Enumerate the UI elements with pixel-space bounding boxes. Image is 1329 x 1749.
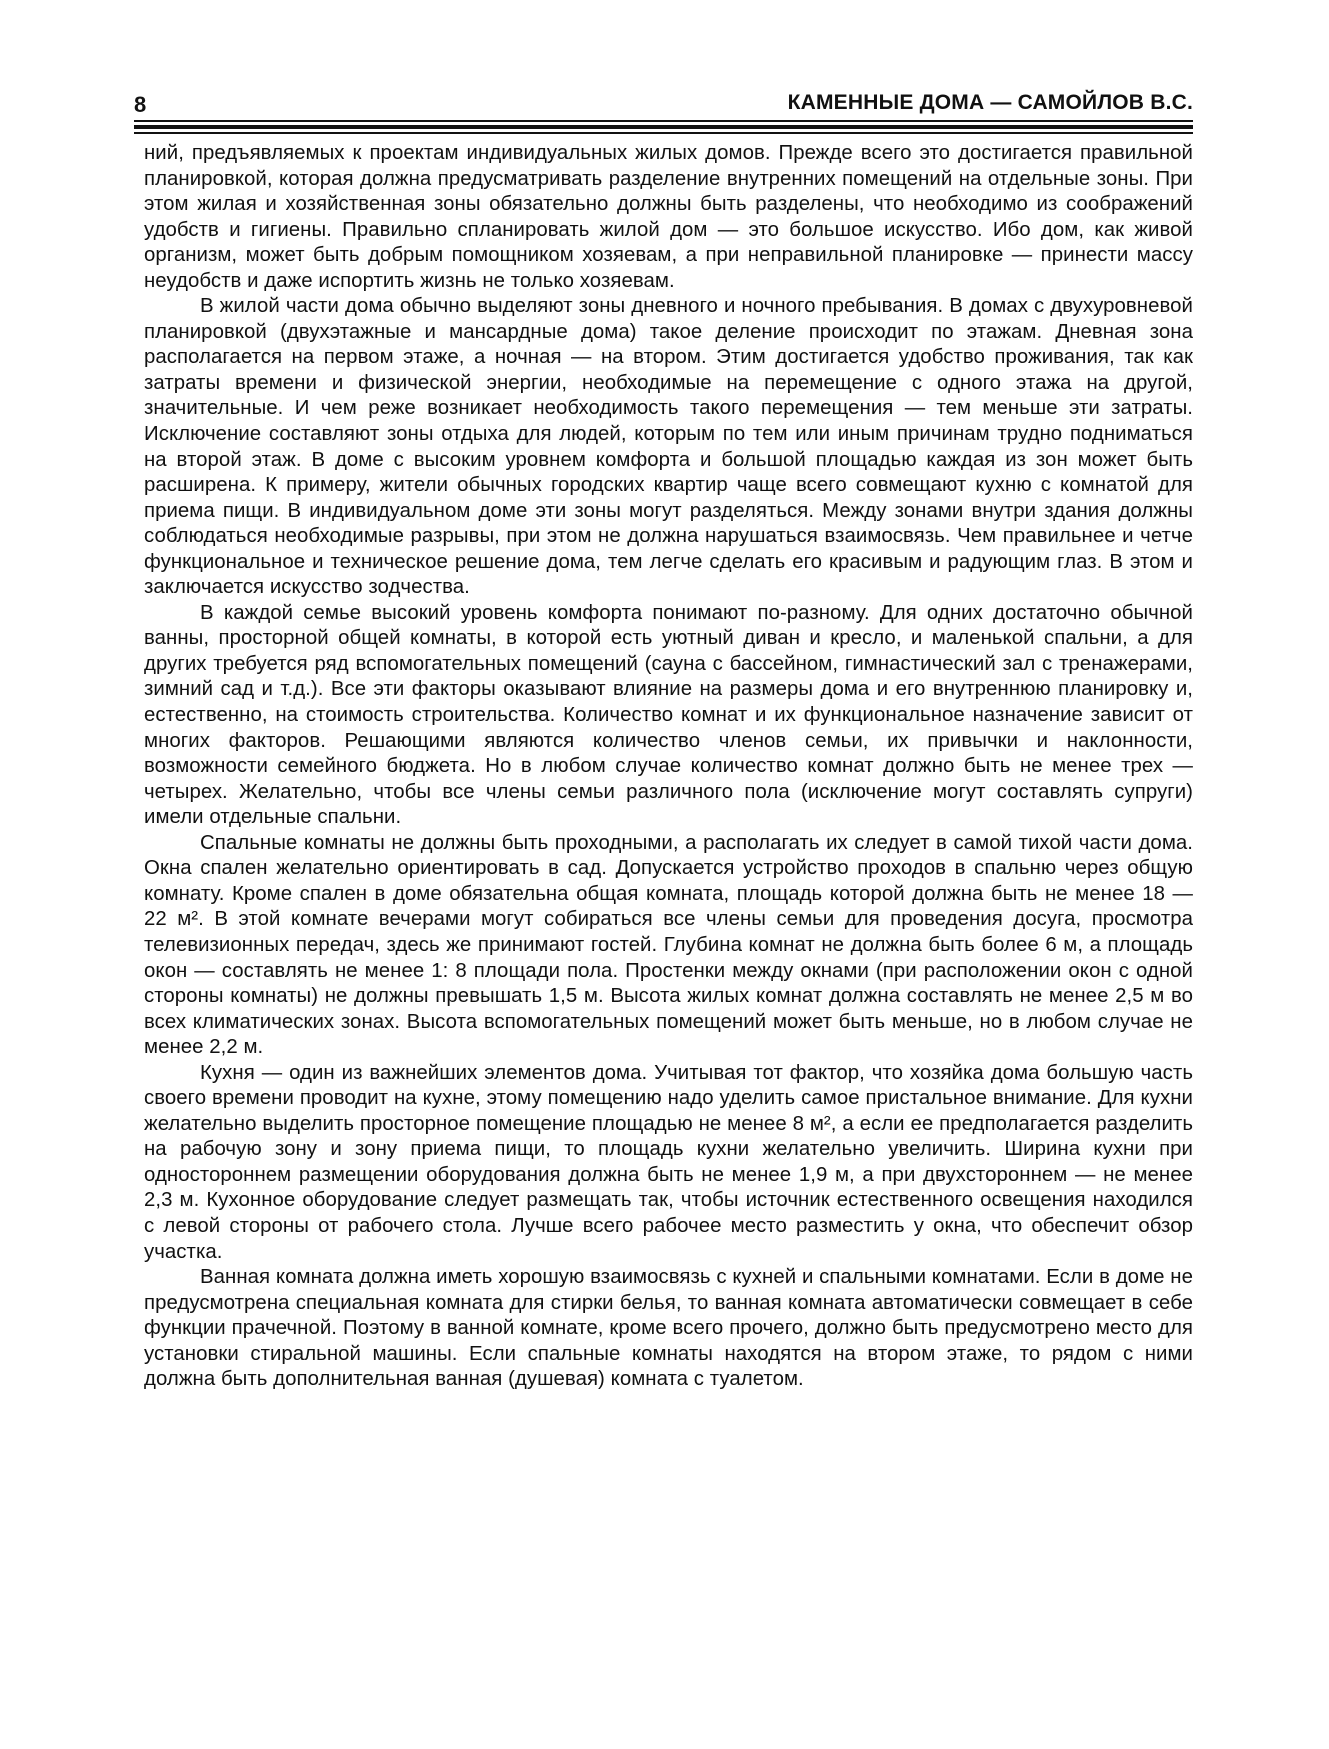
header-rule (134, 120, 1193, 134)
page-number: 8 (134, 92, 147, 117)
running-title: КАМЕННЫЕ ДОМА — САМОЙЛОВ В.С. (787, 91, 1193, 114)
paragraph-bedrooms: Спальные комнаты не должны быть проходными, а располагать их следует в самой тихой части дома. Окна спален желательно ориентировать в сад. Допускается устройство проходов в спальню через общую комнату. Кроме спален в доме обязательна общая комната, площадь которой должна быть не менее 18 — 22 м². В этой комнате вечерами могут собираться все члены семьи для проведения досуга, просмотра телевизионных передач, здесь же принимают гостей. Глубина комнат не должна быть более 6 м, а площадь окон — составлять не менее 1: 8 площади пола. Простенки между окнами (при расположении окон с одной стороны комнаты) не должны превышать 1,5 м. Высота жилых комнат должна составлять не менее 2,5 м во всех климатических зонах. Высота вспомогательных помещений может быть меньше, но в любом случае не менее 2,2 м. (144, 831, 1193, 1059)
paragraph-kitchen: Кухня — один из важнейших элементов дома. Учитывая тот фактор, что хозяйка дома большую часть своего времени проводит на кухне, этому помещению надо уделить самое пристальное внимание. Для кухни желательно выделить просторное помещение площадью не менее 8 м², а если ее предполагается разделить на рабочую зону и зону приема пищи, то площадь кухни желательно увеличить. Ширина кухни при одностороннем размещении оборудования должна быть не менее 1,9 м, а при двухстороннем — не менее 2,3 м. Кухонное оборудование следует размещать так, чтобы источник естественного освещения находился с левой стороны от рабочего стола. Лучше всего рабочее место разместить у окна, что обеспечит обзор участка. (144, 1061, 1193, 1263)
paragraph-bathroom: Ванная комната должна иметь хорошую взаимосвязь с кухней и спальными комнатами. Если в доме не предусмотрена специальная комната для стирки белья, то ванная комната автоматически совмещает в себе функции прачечной. Поэтому в ванной комнате, кроме всего прочего, должно быть предусмотрено место для установки стиральной машины. Если спальные комнаты находятся на втором этаже, то рядом с ними должна быть дополнительная ванная (душевая) комната с туалетом. (144, 1266, 1193, 1391)
body-text (144, 141, 1193, 1393)
paragraph-continuation: ний, предъявляемых к проектам индивидуальных жилых домов. Прежде всего это достигается правильной планировкой, которая должна предусматривать разделение внутренних помещений на отдельные зоны. При этом жилая и хозяйственная зоны обязательно должны быть разделены, что необходимо из соображений удобств и гигиены. Правильно спланировать жилой дом — это большое искусство. Ибо дом, как живой организм, может быть добрым помощником хозяевам, а при неправильной планировке — принести массу неудобств и даже испортить жизнь не только хозяевам. (144, 142, 1193, 292)
paragraph-living-zones: В жилой части дома обычно выделяют зоны дневного и ночного пребывания. В домах с двухуровневой планировкой (двухэтажные и мансардные дома) такое деление происходит по этажам. Дневная зона располагается на первом этаже, а ночная — на втором. Этим достигается удобство проживания, так как затраты времени и физической энергии, необходимые на перемещение с одного этажа на другой, значительные. И чем реже возникает необходимость такого перемещения — тем меньше эти затраты. Исключение составляют зоны отдыха для людей, которым по тем или иным причинам трудно подниматься на второй этаж. В доме с высоким уровнем комфорта и большой площадью каждая из зон может быть расширена. К примеру, жители обычных городских квартир чаще всего совмещают кухню с комнатой для приема пищи. В индивидуальном доме эти зоны могут разделяться. Между зонами внутри здания должны соблюдаться необходимые разрывы, при этом не должна нарушаться взаимосвязь. Чем правильнее и четче функциональное и техническое решение дома, тем легче сделать его красивым и радующим глаз. В этом и заключается искусство зодчества. (144, 295, 1193, 599)
header-rule-line-thin-bottom (134, 132, 1193, 134)
paragraph-comfort-level: В каждой семье высокий уровень комфорта понимают по-разному. Для одних достаточно обычной ванны, просторной общей комнаты, в которой есть уютный диван и кресло, и маленькой спальни, а для других требуется ряд вспомогательных помещений (сауна с бассейном, гимнастический зал с тренажерами, зимний сад и т.д.). Все эти факторы оказывают влияние на размеры дома и его внутреннюю планировку и, естественно, на стоимость строительства. Количество комнат и их функциональное назначение зависит от многих факторов. Решающими являются количество членов семьи, их привычки и наклонности, возможности семейного бюджета. Но в любом случае количество комнат должно быть не менее трех — четырех. Желательно, чтобы все члены семьи различного пола (исключение могут составлять супруги) имели отдельные спальни. (144, 601, 1193, 829)
